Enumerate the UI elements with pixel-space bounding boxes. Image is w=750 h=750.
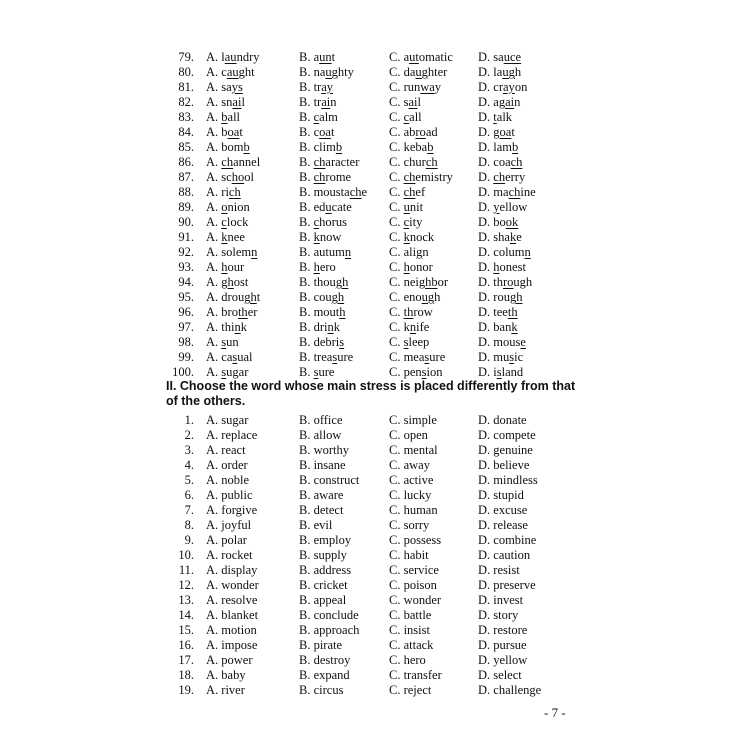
option-b: B. appeal [299, 593, 347, 607]
option-b: B. moustache [299, 185, 368, 199]
option-d: D. lamb [478, 140, 519, 154]
question-number: 11. [178, 563, 194, 577]
question-row [0, 548, 750, 563]
option-d: D. book [478, 215, 519, 229]
option-b: B. office [299, 413, 343, 427]
question-row [0, 245, 750, 260]
question-number: 91. [178, 230, 194, 244]
question-number: 84. [178, 125, 194, 139]
question-row [0, 518, 750, 533]
option-a: A. river [206, 683, 245, 697]
question-number: 15. [178, 623, 194, 637]
option-a: A. impose [206, 638, 258, 652]
option-d: D. preserve [478, 578, 536, 592]
question-row [0, 443, 750, 458]
option-c: C. automatic [389, 50, 453, 64]
question-row [0, 110, 750, 125]
option-c: C. measure [389, 350, 446, 364]
option-b: B. supply [299, 548, 347, 562]
question-number: 13. [178, 593, 194, 607]
option-b: B. insane [299, 458, 346, 472]
option-d: D. challenge [478, 683, 542, 697]
option-d: D. shake [478, 230, 522, 244]
option-b: B. aware [299, 488, 344, 502]
option-c: C. lucky [389, 488, 432, 502]
option-b: B. coat [299, 125, 335, 139]
option-b: B. evil [299, 518, 333, 532]
question-row [0, 155, 750, 170]
page-number: - 7 - [544, 705, 566, 720]
option-b: B. allow [299, 428, 342, 442]
question-number: 17. [178, 653, 194, 667]
question-row [0, 488, 750, 503]
question-row [0, 215, 750, 230]
question-number: 95. [178, 290, 194, 304]
question-row [0, 80, 750, 95]
question-number: 7. [184, 503, 194, 517]
question-row [0, 683, 750, 698]
option-d: D. caution [478, 548, 531, 562]
option-d: D. teeth [478, 305, 518, 319]
option-b: B. approach [299, 623, 360, 637]
question-number: 12. [178, 578, 194, 592]
question-number: 83. [178, 110, 194, 124]
option-b: B. construct [299, 473, 360, 487]
option-d: D. mindless [478, 473, 538, 487]
option-a: A. hour [206, 260, 245, 274]
question-row [0, 200, 750, 215]
option-c: C. habit [389, 548, 429, 562]
question-row [0, 458, 750, 473]
option-a: A. ball [206, 110, 241, 124]
option-b: B. worthy [299, 443, 349, 457]
option-a: A. wonder [206, 578, 259, 592]
option-a: A. react [206, 443, 246, 457]
option-c: C. abroad [389, 125, 438, 139]
option-a: A. ghost [206, 275, 249, 289]
option-d: D. release [478, 518, 528, 532]
question-number: 97. [178, 320, 194, 334]
option-d: D. again [478, 95, 521, 109]
option-b: B. naughty [299, 65, 354, 79]
option-d: D. island [478, 365, 524, 379]
option-c: C. knock [389, 230, 435, 244]
option-c: C. hero [389, 653, 426, 667]
option-c: C. away [389, 458, 430, 472]
question-number: 92. [178, 245, 194, 259]
question-number: 19. [178, 683, 194, 697]
question-row [0, 350, 750, 365]
option-c: C. align [389, 245, 429, 259]
question-number: 86. [178, 155, 194, 169]
option-b: B. sure [299, 365, 335, 379]
question-number: 96. [178, 305, 194, 319]
option-b: B. detect [299, 503, 344, 517]
option-d: D. goat [478, 125, 515, 139]
question-row [0, 335, 750, 350]
option-d: D. talk [478, 110, 513, 124]
question-number: 93. [178, 260, 194, 274]
question-row [0, 230, 750, 245]
option-a: A. rocket [206, 548, 253, 562]
option-d: D. honest [478, 260, 526, 274]
option-a: A. brother [206, 305, 258, 319]
question-row [0, 623, 750, 638]
question-number: 98. [178, 335, 194, 349]
option-c: C. pension [389, 365, 443, 379]
option-c: C. chef [389, 185, 426, 199]
option-a: A. display [206, 563, 258, 577]
option-b: B. chrome [299, 170, 352, 184]
question-number: 3. [184, 443, 194, 457]
option-a: A. channel [206, 155, 261, 169]
question-number: 8. [184, 518, 194, 532]
question-number: 99. [178, 350, 194, 364]
option-d: D. stupid [478, 488, 524, 502]
option-d: D. crayon [478, 80, 528, 94]
option-d: D. through [478, 275, 533, 289]
option-c: C. kebab [389, 140, 434, 154]
option-b: B. know [299, 230, 342, 244]
question-number: 80. [178, 65, 194, 79]
option-a: A. joyful [206, 518, 252, 532]
question-row [0, 638, 750, 653]
option-b: B. train [299, 95, 337, 109]
option-c: C. reject [389, 683, 432, 697]
option-d: D. resist [478, 563, 520, 577]
option-a: A. order [206, 458, 248, 472]
option-c: C. call [389, 110, 422, 124]
option-c: C. insist [389, 623, 430, 637]
question-number: 14. [178, 608, 194, 622]
option-c: C. enough [389, 290, 441, 304]
question-row [0, 473, 750, 488]
option-d: D. cherry [478, 170, 526, 184]
option-c: C. daughter [389, 65, 448, 79]
option-c: C. open [389, 428, 428, 442]
question-row [0, 428, 750, 443]
option-d: D. rough [478, 290, 523, 304]
option-d: D. mouse [478, 335, 526, 349]
option-a: A. solemn [206, 245, 258, 259]
option-b: B. circus [299, 683, 344, 697]
question-number: 18. [178, 668, 194, 682]
option-b: B. drink [299, 320, 340, 334]
option-c: C. transfer [389, 668, 442, 682]
option-a: A. drought [206, 290, 261, 304]
option-a: A. bomb [206, 140, 250, 154]
option-a: A. school [206, 170, 254, 184]
option-b: B. debris [299, 335, 345, 349]
option-c: C. throw [389, 305, 433, 319]
option-d: D. select [478, 668, 522, 682]
option-d: D. column [478, 245, 531, 259]
question-row [0, 578, 750, 593]
option-b: B. cricket [299, 578, 348, 592]
option-a: A. blanket [206, 608, 259, 622]
option-a: A. clock [206, 215, 249, 229]
question-row [0, 653, 750, 668]
question-number: 89. [178, 200, 194, 214]
question-row [0, 668, 750, 683]
question-row [0, 563, 750, 578]
question-row [0, 413, 750, 428]
pronunciation-question-list [0, 50, 750, 380]
stress-question-list [0, 413, 750, 698]
question-row [0, 533, 750, 548]
option-a: A. says [206, 80, 243, 94]
option-b: B. conclude [299, 608, 359, 622]
question-number: 94. [178, 275, 194, 289]
question-number: 88. [178, 185, 194, 199]
option-c: C. mental [389, 443, 438, 457]
question-number: 9. [184, 533, 194, 547]
option-d: D. donate [478, 413, 527, 427]
option-d: D. invest [478, 593, 524, 607]
option-a: A. replace [206, 428, 258, 442]
option-b: B. pirate [299, 638, 343, 652]
option-c: C. church [389, 155, 438, 169]
question-number: 87. [178, 170, 194, 184]
option-a: A. resolve [206, 593, 258, 607]
question-row [0, 503, 750, 518]
option-c: C. wonder [389, 593, 442, 607]
option-c: C. active [389, 473, 434, 487]
question-row [0, 185, 750, 200]
question-number: 79. [178, 50, 194, 64]
question-number: 82. [178, 95, 194, 109]
option-a: A. knee [206, 230, 245, 244]
question-row [0, 593, 750, 608]
option-c: C. city [389, 215, 423, 229]
option-c: C. neighbor [389, 275, 449, 289]
option-a: A. noble [206, 473, 250, 487]
option-d: D. combine [478, 533, 537, 547]
option-b: B. autumn [299, 245, 352, 259]
option-d: D. yellow [478, 200, 528, 214]
question-row [0, 320, 750, 335]
question-row [0, 50, 750, 65]
option-d: D. music [478, 350, 524, 364]
question-number: 81. [178, 80, 194, 94]
option-b: B. character [299, 155, 360, 169]
option-c: C. service [389, 563, 439, 577]
question-number: 2. [184, 428, 194, 442]
question-row [0, 260, 750, 275]
section-title-stress: II. Choose the word whose main stress is placed differently from that of the others. [166, 379, 576, 408]
option-c: C. sleep [389, 335, 430, 349]
question-number: 16. [178, 638, 194, 652]
option-d: D. compete [478, 428, 536, 442]
option-b: B. aunt [299, 50, 336, 64]
option-a: A. motion [206, 623, 257, 637]
option-c: C. possess [389, 533, 442, 547]
option-a: A. snail [206, 95, 245, 109]
option-c: C. knife [389, 320, 430, 334]
option-b: B. chorus [299, 215, 347, 229]
question-row [0, 365, 750, 380]
question-row [0, 290, 750, 305]
option-a: A. onion [206, 200, 250, 214]
option-d: D. laugh [478, 65, 522, 79]
question-row [0, 65, 750, 80]
option-c: C. human [389, 503, 438, 517]
question-number: 4. [184, 458, 194, 472]
question-row [0, 608, 750, 623]
option-c: C. sorry [389, 518, 430, 532]
option-c: C. sail [389, 95, 421, 109]
option-d: D. genuine [478, 443, 533, 457]
question-row [0, 125, 750, 140]
option-a: A. sun [206, 335, 239, 349]
option-c: C. battle [389, 608, 432, 622]
option-c: C. honor [389, 260, 433, 274]
question-row [0, 140, 750, 155]
option-b: B. climb [299, 140, 343, 154]
option-d: D. coach [478, 155, 523, 169]
question-number: 6. [184, 488, 194, 502]
option-c: C. unit [389, 200, 424, 214]
question-number: 100. [172, 365, 194, 379]
option-a: A. rich [206, 185, 241, 199]
option-d: D. pursue [478, 638, 527, 652]
option-c: C. attack [389, 638, 434, 652]
option-c: C. poison [389, 578, 437, 592]
option-d: D. yellow [478, 653, 528, 667]
option-b: B. address [299, 563, 352, 577]
option-d: D. bank [478, 320, 518, 334]
question-number: 10. [178, 548, 194, 562]
option-d: D. believe [478, 458, 530, 472]
question-row [0, 95, 750, 110]
option-b: B. calm [299, 110, 338, 124]
option-b: B. educate [299, 200, 352, 214]
option-a: A. sugar [206, 413, 249, 427]
option-a: A. polar [206, 533, 247, 547]
option-a: A. casual [206, 350, 253, 364]
option-b: B. hero [299, 260, 336, 274]
question-number: 5. [184, 473, 194, 487]
option-c: C. runway [389, 80, 442, 94]
option-a: A. boat [206, 125, 243, 139]
option-b: B. expand [299, 668, 350, 682]
option-b: B. cough [299, 290, 345, 304]
option-d: D. excuse [478, 503, 528, 517]
option-a: A. laundry [206, 50, 260, 64]
option-a: A. power [206, 653, 253, 667]
option-d: D. sauce [478, 50, 522, 64]
option-a: A. public [206, 488, 253, 502]
option-b: B. treasure [299, 350, 354, 364]
option-b: B. employ [299, 533, 352, 547]
option-b: B. mouth [299, 305, 346, 319]
question-number: 90. [178, 215, 194, 229]
question-row [0, 170, 750, 185]
option-a: A. baby [206, 668, 246, 682]
option-c: C. chemistry [389, 170, 453, 184]
option-a: A. sugar [206, 365, 249, 379]
question-row [0, 275, 750, 290]
option-b: B. destroy [299, 653, 351, 667]
option-b: B. tray [299, 80, 334, 94]
option-a: A. think [206, 320, 247, 334]
option-b: B. though [299, 275, 349, 289]
option-a: A. forgive [206, 503, 258, 517]
option-c: C. simple [389, 413, 437, 427]
option-d: D. machine [478, 185, 536, 199]
question-row [0, 305, 750, 320]
question-number: 1. [184, 413, 194, 427]
question-number: 85. [178, 140, 194, 154]
option-d: D. restore [478, 623, 528, 637]
option-a: A. caught [206, 65, 255, 79]
option-d: D. story [478, 608, 519, 622]
